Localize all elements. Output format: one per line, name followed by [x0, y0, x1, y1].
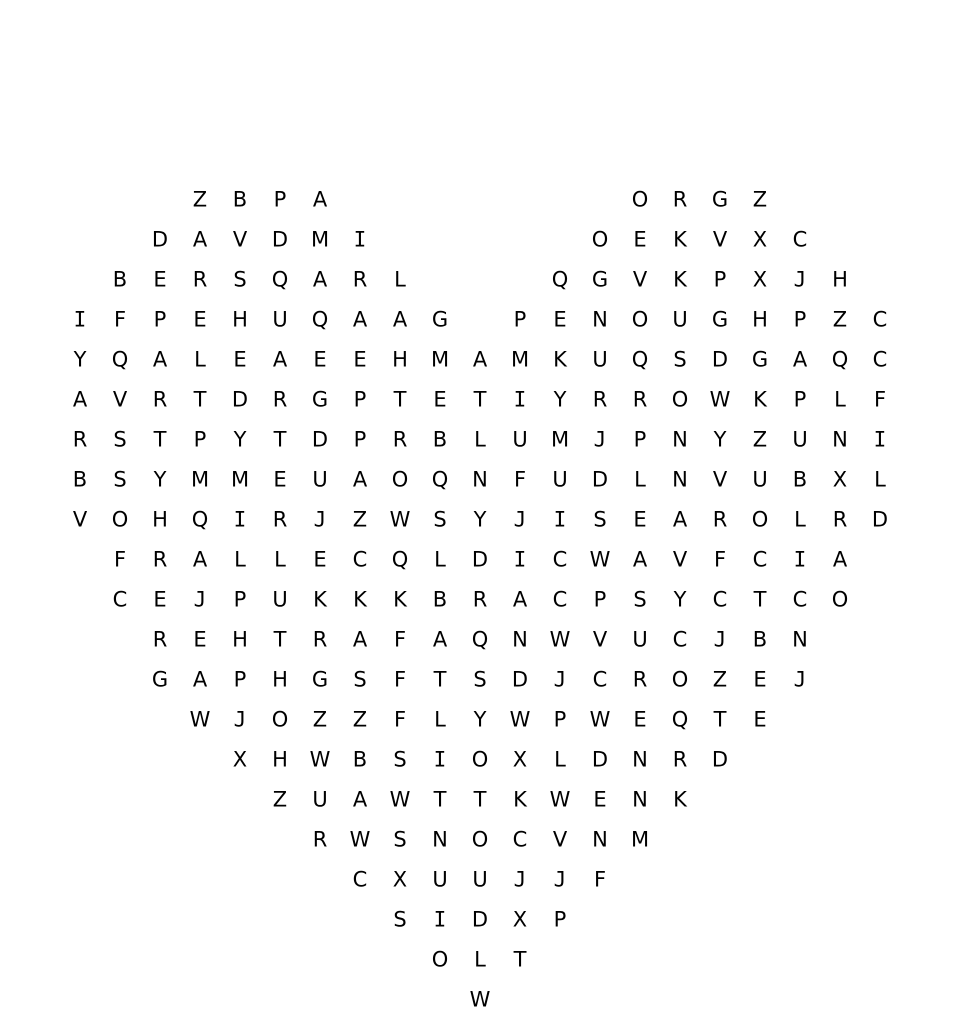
grid-letter: A — [352, 307, 368, 332]
grid-letter: R — [152, 547, 168, 572]
grid-letter: Z — [752, 427, 768, 452]
grid-letter: Y — [153, 467, 167, 492]
grid-letter: I — [793, 547, 807, 572]
grid-letter: J — [553, 667, 567, 692]
grid-letter: R — [152, 627, 168, 652]
grid-letter: V — [552, 827, 568, 852]
grid-letter: M — [310, 227, 330, 252]
grid-letter: X — [512, 907, 528, 932]
grid-letter: E — [153, 267, 167, 292]
grid-letter: T — [713, 707, 727, 732]
grid-letter: L — [834, 387, 846, 412]
grid-letter: A — [352, 787, 368, 812]
grid-letter: D — [471, 907, 489, 932]
grid-letter: T — [273, 627, 287, 652]
grid-letter: F — [393, 627, 407, 652]
grid-letter: P — [193, 427, 207, 452]
grid-letter: I — [553, 507, 567, 532]
grid-letter: V — [232, 227, 248, 252]
grid-letter: A — [152, 347, 168, 372]
grid-letter: D — [231, 387, 249, 412]
grid-letter: K — [353, 587, 367, 612]
grid-letter: V — [112, 387, 128, 412]
grid-letter: K — [753, 387, 767, 412]
grid-letter: O — [431, 947, 449, 972]
grid-letter: T — [153, 427, 167, 452]
grid-letter: E — [193, 307, 207, 332]
grid-letter: O — [831, 587, 849, 612]
grid-letter: A — [792, 347, 808, 372]
grid-letter: L — [554, 747, 566, 772]
grid-letter: A — [432, 627, 448, 652]
grid-letter: V — [632, 267, 648, 292]
grid-letter: Z — [752, 187, 768, 212]
grid-letter: C — [552, 547, 568, 572]
grid-letter: G — [711, 307, 729, 332]
grid-letter: F — [513, 467, 527, 492]
grid-letter: H — [752, 307, 768, 332]
grid-letter: Q — [631, 347, 649, 372]
grid-letter: K — [393, 587, 407, 612]
grid-letter: N — [672, 467, 688, 492]
grid-letter: H — [152, 507, 168, 532]
grid-letter: K — [513, 787, 527, 812]
grid-letter: E — [633, 707, 647, 732]
grid-letter: R — [272, 387, 288, 412]
grid-letter: F — [113, 547, 127, 572]
grid-letter: O — [751, 507, 769, 532]
grid-letter: S — [113, 427, 127, 452]
grid-letter: D — [311, 427, 329, 452]
grid-letter: W — [549, 627, 571, 652]
grid-letter: B — [752, 627, 768, 652]
grid-letter: Y — [233, 427, 247, 452]
grid-letter: R — [312, 827, 328, 852]
grid-letter: Z — [192, 187, 208, 212]
grid-letter: E — [633, 227, 647, 252]
grid-letter: W — [509, 707, 531, 732]
grid-letter: S — [593, 507, 607, 532]
grid-letter: J — [313, 507, 327, 532]
grid-letter: A — [192, 547, 208, 572]
grid-letter: D — [511, 667, 529, 692]
grid-letter: Q — [671, 707, 689, 732]
grid-letter: C — [752, 547, 768, 572]
grid-letter: J — [793, 667, 807, 692]
grid-letter: R — [72, 427, 88, 452]
grid-letter: L — [434, 547, 446, 572]
grid-letter: U — [672, 307, 688, 332]
grid-letter: L — [474, 427, 486, 452]
grid-letter: U — [272, 307, 288, 332]
grid-letter: P — [793, 387, 807, 412]
grid-letter: I — [513, 387, 527, 412]
grid-letter: D — [871, 507, 889, 532]
grid-letter: O — [471, 827, 489, 852]
grid-letter: P — [793, 307, 807, 332]
grid-letter: D — [591, 747, 609, 772]
grid-letter: P — [553, 907, 567, 932]
grid-letter: D — [271, 227, 289, 252]
grid-letter: J — [513, 867, 527, 892]
grid-letter: E — [313, 547, 327, 572]
grid-letter: C — [352, 547, 368, 572]
grid-letter: S — [673, 347, 687, 372]
grid-letter: U — [312, 467, 328, 492]
grid-letter: X — [512, 747, 528, 772]
grid-letter: N — [632, 787, 648, 812]
grid-letter: O — [471, 747, 489, 772]
grid-letter: P — [233, 587, 247, 612]
grid-letter: T — [473, 387, 487, 412]
grid-letter: H — [392, 347, 408, 372]
grid-letter: B — [232, 187, 248, 212]
grid-letter: M — [190, 467, 210, 492]
grid-letter: V — [72, 507, 88, 532]
grid-letter: J — [193, 587, 207, 612]
grid-letter: O — [391, 467, 409, 492]
grid-letter: A — [392, 307, 408, 332]
grid-letter: H — [232, 307, 248, 332]
grid-letter: O — [271, 707, 289, 732]
grid-letter: Z — [312, 707, 328, 732]
grid-letter: E — [233, 347, 247, 372]
grid-letter: B — [432, 587, 448, 612]
grid-letter: G — [311, 387, 329, 412]
grid-letter: S — [433, 507, 447, 532]
grid-letter: T — [753, 587, 767, 612]
grid-letter: L — [234, 547, 246, 572]
grid-letter: U — [272, 587, 288, 612]
grid-letter: T — [193, 387, 207, 412]
grid-letter: E — [153, 587, 167, 612]
grid-letter: M — [510, 347, 530, 372]
grid-letter: F — [593, 867, 607, 892]
grid-letter: C — [792, 587, 808, 612]
grid-letter: H — [232, 627, 248, 652]
grid-letter: W — [589, 547, 611, 572]
grid-letter: J — [593, 427, 607, 452]
grid-letter: E — [753, 667, 767, 692]
grid-letter: N — [472, 467, 488, 492]
grid-letter: Z — [712, 667, 728, 692]
grid-letter: N — [632, 747, 648, 772]
grid-letter: Q — [831, 347, 849, 372]
grid-letter: Q — [311, 307, 329, 332]
grid-letter: L — [634, 467, 646, 492]
grid-letter: E — [193, 627, 207, 652]
grid-letter: I — [513, 547, 527, 572]
grid-letter: A — [352, 467, 368, 492]
grid-letter: I — [433, 747, 447, 772]
grid-letter: Y — [713, 427, 727, 452]
grid-letter: T — [473, 787, 487, 812]
grid-letter: K — [673, 227, 687, 252]
grid-letter: G — [431, 307, 449, 332]
grid-letter: Z — [272, 787, 288, 812]
grid-letter: E — [313, 347, 327, 372]
grid-letter: A — [512, 587, 528, 612]
grid-letter: S — [633, 587, 647, 612]
grid-letter: B — [72, 467, 88, 492]
grid-letter: V — [712, 467, 728, 492]
grid-letter: Q — [431, 467, 449, 492]
grid-letter: D — [151, 227, 169, 252]
grid-letter: R — [192, 267, 208, 292]
grid-letter: S — [473, 667, 487, 692]
grid-letter: A — [472, 347, 488, 372]
grid-letter: O — [631, 307, 649, 332]
grid-letter: E — [753, 707, 767, 732]
grid-letter: A — [312, 187, 328, 212]
grid-letter: C — [872, 307, 888, 332]
grid-letter: M — [430, 347, 450, 372]
grid-letter: H — [832, 267, 848, 292]
grid-letter: E — [273, 467, 287, 492]
grid-letter: S — [393, 827, 407, 852]
grid-letter: U — [472, 867, 488, 892]
grid-letter: X — [832, 467, 848, 492]
grid-letter: N — [512, 627, 528, 652]
grid-letter: F — [873, 387, 887, 412]
grid-letter: A — [832, 547, 848, 572]
grid-letter: J — [553, 867, 567, 892]
grid-letter: S — [353, 667, 367, 692]
grid-letter: O — [671, 667, 689, 692]
grid-letter: H — [272, 747, 288, 772]
grid-letter: Q — [191, 507, 209, 532]
grid-letter: H — [272, 667, 288, 692]
grid-letter: V — [592, 627, 608, 652]
grid-letter: F — [713, 547, 727, 572]
grid-letter: Z — [352, 707, 368, 732]
grid-letter: T — [433, 787, 447, 812]
grid-letter: P — [273, 187, 287, 212]
grid-letter: B — [352, 747, 368, 772]
grid-letter: R — [312, 627, 328, 652]
grid-letter: T — [513, 947, 527, 972]
grid-letter: F — [113, 307, 127, 332]
grid-letter: E — [633, 507, 647, 532]
grid-letter: G — [151, 667, 169, 692]
grid-letter: Y — [473, 707, 487, 732]
grid-letter: T — [273, 427, 287, 452]
grid-letter: J — [233, 707, 247, 732]
grid-letter: D — [711, 747, 729, 772]
grid-letter: B — [792, 467, 808, 492]
grid-letter: V — [712, 227, 728, 252]
grid-letter: R — [152, 387, 168, 412]
grid-letter: C — [712, 587, 728, 612]
grid-letter: P — [353, 387, 367, 412]
grid-letter: L — [474, 947, 486, 972]
grid-letter: V — [672, 547, 688, 572]
grid-letter: F — [393, 707, 407, 732]
grid-letter: C — [552, 587, 568, 612]
grid-letter: R — [272, 507, 288, 532]
grid-letter: O — [111, 507, 129, 532]
grid-letter: Q — [551, 267, 569, 292]
grid-letter: I — [353, 227, 367, 252]
grid-letter: A — [272, 347, 288, 372]
grid-letter: L — [194, 347, 206, 372]
grid-letter: S — [393, 907, 407, 932]
grid-letter: U — [632, 627, 648, 652]
grid-letter: N — [832, 427, 848, 452]
grid-letter: X — [392, 867, 408, 892]
grid-letter: S — [393, 747, 407, 772]
grid-letter: N — [792, 627, 808, 652]
grid-letter: S — [233, 267, 247, 292]
grid-letter: P — [593, 587, 607, 612]
grid-letter: X — [752, 227, 768, 252]
grid-letter: C — [512, 827, 528, 852]
grid-letter: Y — [553, 387, 567, 412]
grid-letter: I — [233, 507, 247, 532]
grid-letter: N — [672, 427, 688, 452]
grid-letter: M — [550, 427, 570, 452]
grid-letter: G — [711, 187, 729, 212]
grid-letter: D — [591, 467, 609, 492]
grid-letter: Z — [352, 507, 368, 532]
grid-letter: D — [471, 547, 489, 572]
grid-letter: F — [393, 667, 407, 692]
grid-letter: Q — [471, 627, 489, 652]
grid-letter: R — [632, 667, 648, 692]
grid-letter: C — [672, 627, 688, 652]
grid-letter: O — [631, 187, 649, 212]
grid-letter: Q — [391, 547, 409, 572]
grid-letter: C — [352, 867, 368, 892]
grid-letter: R — [392, 427, 408, 452]
grid-letter: A — [352, 627, 368, 652]
grid-letter: J — [793, 267, 807, 292]
grid-letter: R — [832, 507, 848, 532]
grid-letter: U — [552, 467, 568, 492]
grid-letter: U — [512, 427, 528, 452]
grid-letter: R — [592, 387, 608, 412]
grid-letter: Y — [673, 587, 687, 612]
grid-letter: M — [230, 467, 250, 492]
grid-letter: A — [672, 507, 688, 532]
grid-letter: A — [312, 267, 328, 292]
grid-letter: L — [394, 267, 406, 292]
grid-letter: W — [349, 827, 371, 852]
grid-letter: N — [432, 827, 448, 852]
grid-letter: R — [672, 187, 688, 212]
grid-letter: K — [673, 787, 687, 812]
grid-letter: L — [794, 507, 806, 532]
grid-letter: W — [389, 787, 411, 812]
grid-letter: B — [112, 267, 128, 292]
grid-letter: P — [553, 707, 567, 732]
grid-letter: W — [309, 747, 331, 772]
grid-letter: E — [593, 787, 607, 812]
grid-letter: D — [711, 347, 729, 372]
grid-letter: L — [874, 467, 886, 492]
grid-letter: S — [113, 467, 127, 492]
grid-letter: P — [713, 267, 727, 292]
grid-letter: W — [189, 707, 211, 732]
grid-letter: A — [192, 667, 208, 692]
grid-letter: E — [433, 387, 447, 412]
grid-letter: C — [592, 667, 608, 692]
grid-letter: Q — [111, 347, 129, 372]
grid-letter: T — [433, 667, 447, 692]
grid-letter: K — [553, 347, 567, 372]
grid-letter: R — [632, 387, 648, 412]
grid-letter: Y — [473, 507, 487, 532]
grid-letter: P — [353, 427, 367, 452]
grid-letter: O — [671, 387, 689, 412]
grid-letter: G — [751, 347, 769, 372]
grid-letter: Z — [832, 307, 848, 332]
grid-letter: L — [274, 547, 286, 572]
grid-letter: K — [673, 267, 687, 292]
grid-letter: R — [712, 507, 728, 532]
grid-letter: K — [313, 587, 327, 612]
grid-letter: N — [592, 827, 608, 852]
grid-letter: T — [393, 387, 407, 412]
grid-letter: X — [752, 267, 768, 292]
grid-letter: A — [192, 227, 208, 252]
grid-letter: G — [591, 267, 609, 292]
grid-letter: G — [311, 667, 329, 692]
grid-letter: I — [873, 427, 887, 452]
grid-letter: U — [592, 347, 608, 372]
grid-letter: X — [232, 747, 248, 772]
grid-letter: W — [549, 787, 571, 812]
grid-letter: J — [713, 627, 727, 652]
grid-letter: B — [432, 427, 448, 452]
grid-letter: J — [513, 507, 527, 532]
grid-letter: U — [312, 787, 328, 812]
grid-letter: W — [389, 507, 411, 532]
grid-letter: W — [589, 707, 611, 732]
grid-letter: U — [792, 427, 808, 452]
grid-letter: R — [472, 587, 488, 612]
grid-letter: Y — [73, 347, 87, 372]
grid-letter: R — [672, 747, 688, 772]
grid-letter: O — [591, 227, 609, 252]
grid-letter: Q — [271, 267, 289, 292]
grid-letter: P — [153, 307, 167, 332]
grid-letter: L — [434, 707, 446, 732]
grid-letter: E — [553, 307, 567, 332]
grid-letter: C — [872, 347, 888, 372]
grid-letter: I — [73, 307, 87, 332]
grid-letter: P — [633, 427, 647, 452]
grid-letter: N — [592, 307, 608, 332]
grid-letter: C — [792, 227, 808, 252]
grid-letter: R — [352, 267, 368, 292]
grid-letter: W — [709, 387, 731, 412]
grid-letter: C — [112, 587, 128, 612]
grid-letter: U — [752, 467, 768, 492]
grid-letter: M — [630, 827, 650, 852]
grid-letter: I — [433, 907, 447, 932]
grid-letter: U — [432, 867, 448, 892]
grid-letter: W — [469, 987, 491, 1012]
grid-letter: P — [233, 667, 247, 692]
grid-letter: A — [632, 547, 648, 572]
grid-letter: E — [353, 347, 367, 372]
grid-letter: A — [72, 387, 88, 412]
grid-letter: P — [513, 307, 527, 332]
